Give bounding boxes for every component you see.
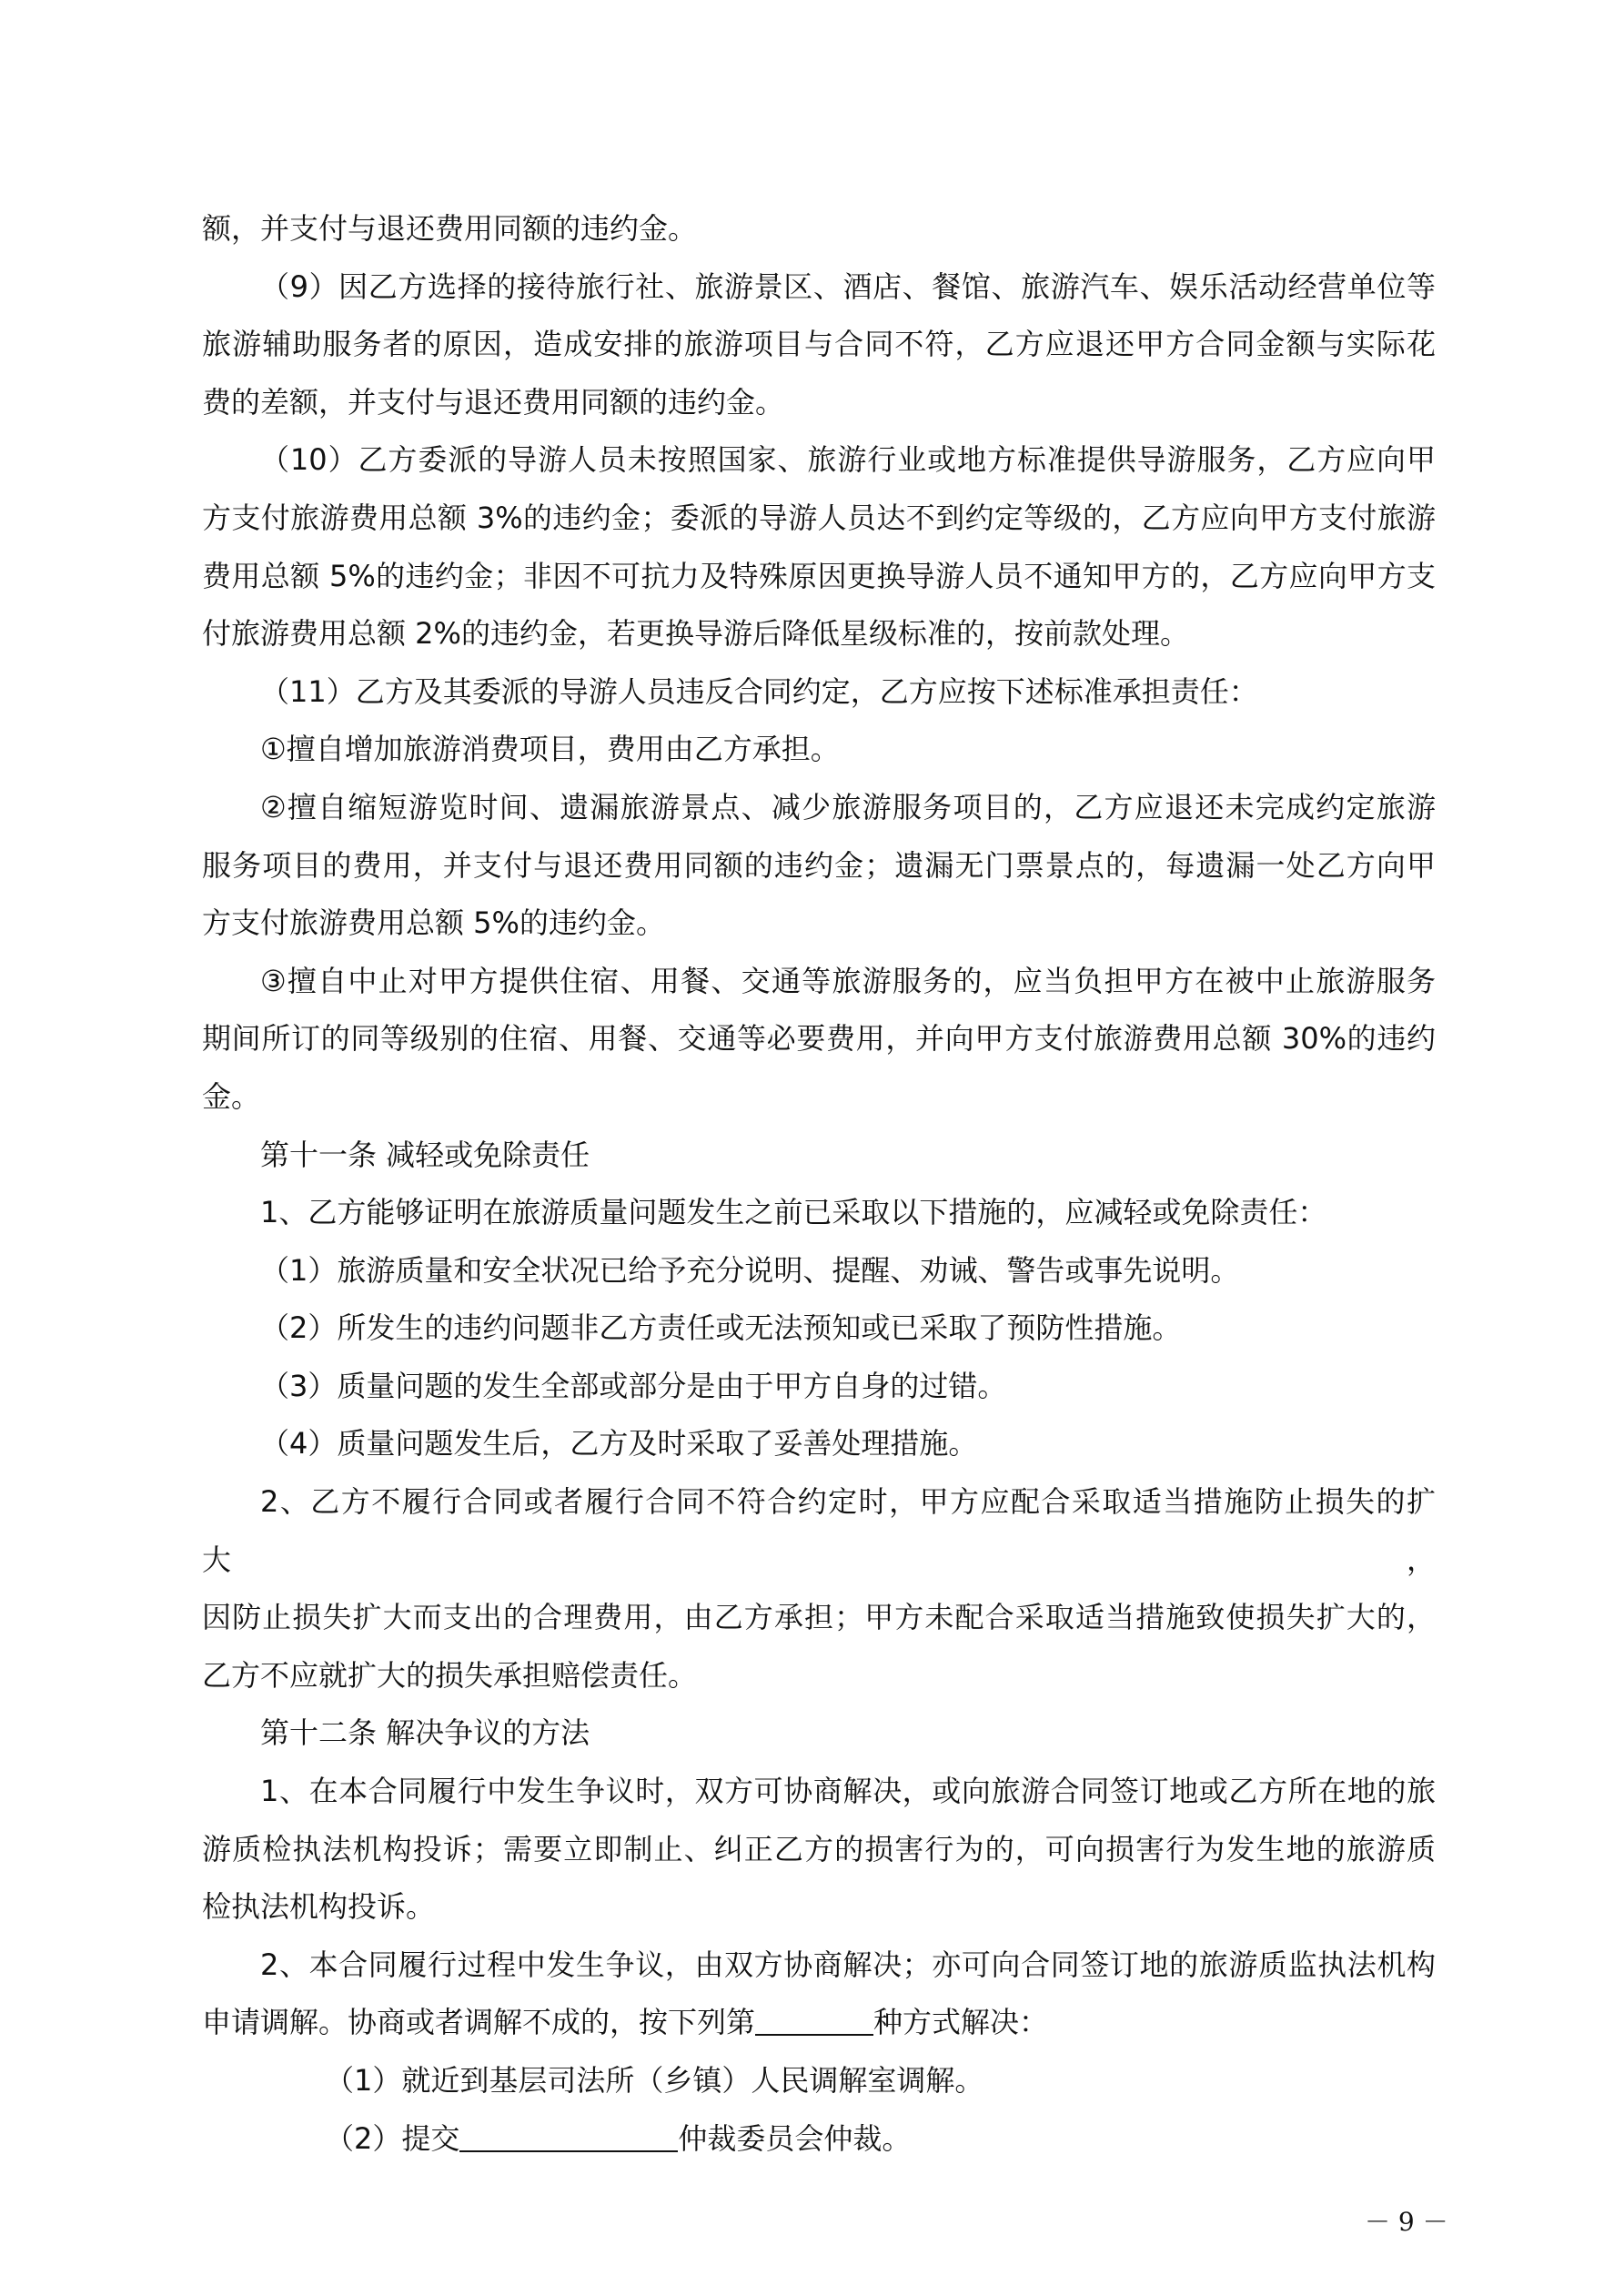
text-line: 金。 <box>202 1078 261 1114</box>
text-line: 服务项目的费用，并支付与退还费用同额的违约金；遗漏无门票景点的，每遗漏一处乙方向甲 <box>202 847 1436 883</box>
text-line: 游质检执法机构投诉；需要立即制止、纠正乙方的损害行为的，可向损害行为发生地的旅游质 <box>202 1831 1436 1866</box>
paragraph <box>202 1300 1436 1358</box>
paragraph <box>202 1415 1436 1473</box>
paragraph <box>202 431 1436 663</box>
text-before-blank: 申请调解。协商或者调解不成的，按下列第 <box>202 2005 756 2040</box>
text-line <box>202 1994 1436 2052</box>
text-line: 付旅游费用总额 2%的违约金，若更换导游后降低星级标准的，按前款处理。 <box>202 616 1189 652</box>
paragraph <box>202 200 1436 258</box>
text-line: 检执法机构投诉。 <box>202 1889 436 1925</box>
text-line: 2、乙方不履行合同或者履行合同不符合约定时，甲方应配合采取适当措施防止损失的扩大， <box>202 1484 1436 1577</box>
text-line: ②擅自缩短游览时间、遗漏旅游景点、减少旅游服务项目的，乙方应退还未完成约定旅游 <box>260 789 1436 824</box>
paragraph <box>202 1704 1436 1763</box>
text-line: 1、在本合同履行中发生争议时，双方可协商解决，或向旅游合同签订地或乙方所在地的旅 <box>260 1774 1436 1809</box>
document-body <box>202 0 1436 2168</box>
paragraph <box>202 1937 1436 2052</box>
text-line: 第十一条 减轻或免除责任 <box>260 1137 590 1172</box>
text-line: 方支付旅游费用总额 5%的违约金。 <box>202 905 665 941</box>
fill-in-blank[interactable] <box>755 1998 873 2036</box>
paragraph <box>202 2052 1436 2110</box>
text-after-blank: 仲裁委员会仲裁。 <box>678 2120 912 2156</box>
text-line: （9）因乙方选择的接待旅行社、旅游景区、酒店、餐馆、旅游汽车、娱乐活动经营单位等 <box>260 268 1436 304</box>
paragraph <box>202 2110 1436 2169</box>
text-line: 额，并支付与退还费用同额的违约金。 <box>202 211 698 246</box>
fill-in-blank[interactable] <box>459 2114 678 2152</box>
paragraph <box>202 663 1436 722</box>
text-after-blank: 种方式解决： <box>873 2005 1049 2040</box>
paragraph <box>202 1184 1436 1242</box>
text-line: （4）质量问题发生后，乙方及时采取了妥善处理措施。 <box>260 1426 978 1462</box>
text-line: 第十二条 解决争议的方法 <box>260 1715 590 1751</box>
paragraph <box>202 721 1436 779</box>
text-line: 乙方不应就扩大的损失承担赔偿责任。 <box>202 1657 698 1693</box>
paragraph <box>202 1127 1436 1185</box>
page-number: － 9 － <box>1365 2207 1448 2238</box>
text-line: 1、乙方能够证明在旅游质量问题发生之前已采取以下措施的，应减轻或免除责任： <box>260 1195 1327 1230</box>
text-line <box>202 2110 1436 2169</box>
text-before-blank: （2）提交 <box>325 2120 460 2156</box>
text-line: （1）旅游质量和安全状况已给予充分说明、提醒、劝诫、警告或事先说明。 <box>260 1252 1240 1288</box>
text-line: （1）就近到基层司法所（乡镇）人民调解室调解。 <box>325 2063 984 2098</box>
text-line: 费的差额，并支付与退还费用同额的违约金。 <box>202 384 785 420</box>
paragraph <box>202 779 1436 953</box>
text-line: ①擅自增加旅游消费项目，费用由乙方承担。 <box>260 732 840 767</box>
text-line: （2）所发生的违约问题非乙方责任或无法预知或已采取了预防性措施。 <box>260 1310 1182 1346</box>
text-line: （3）质量问题的发生全部或部分是由于甲方自身的过错。 <box>260 1368 1007 1403</box>
text-line: 费用总额 5%的违约金；非因不可抗力及特殊原因更换导游人员不通知甲方的，乙方应向甲方支 <box>202 558 1436 593</box>
paragraph <box>202 1358 1436 1416</box>
text-line: ③擅自中止对甲方提供住宿、用餐、交通等旅游服务的，应当负担甲方在被中止旅游服务 <box>260 963 1436 998</box>
text-line: （10）乙方委派的导游人员未按照国家、旅游行业或地方标准提供导游服务，乙方应向甲 <box>260 442 1436 478</box>
paragraph <box>202 258 1436 432</box>
text-line: 2、本合同履行过程中发生争议，由双方协商解决；亦可向合同签订地的旅游质监执法机构 <box>260 1947 1436 1982</box>
text-line: 方支付旅游费用总额 3%的违约金；委派的导游人员达不到约定等级的，乙方应向甲方支付旅游 <box>202 500 1436 535</box>
paragraph <box>202 953 1436 1127</box>
paragraph <box>202 1242 1436 1300</box>
paragraph <box>202 1473 1436 1704</box>
text-line: 旅游辅助服务者的原因，造成安排的旅游项目与合同不符，乙方应退还甲方合同金额与实际花 <box>202 327 1436 362</box>
text-line: （11）乙方及其委派的导游人员违反合同约定，乙方应按下述标准承担责任： <box>260 673 1258 709</box>
text-line: 期间所订的同等级别的住宿、用餐、交通等必要费用，并向甲方支付旅游费用总额 30%的违约 <box>202 1021 1436 1057</box>
paragraph <box>202 1763 1436 1937</box>
text-line: 因防止损失扩大而支出的合理费用，由乙方承担；甲方未配合采取适当措施致使损失扩大的， <box>202 1600 1436 1635</box>
